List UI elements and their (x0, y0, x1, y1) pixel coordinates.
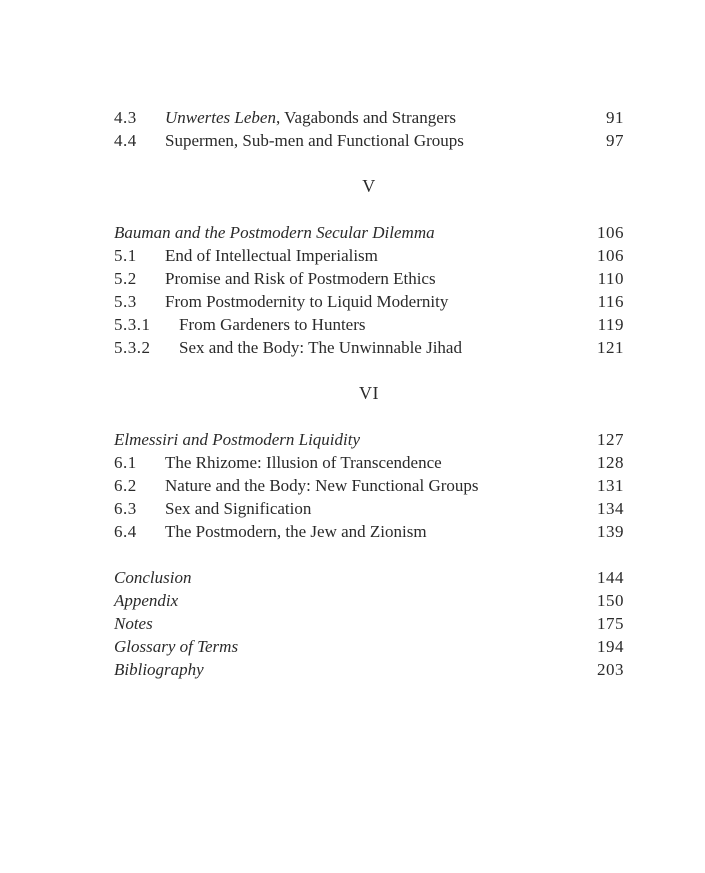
spacer (114, 405, 624, 428)
entry-page: 121 (597, 338, 624, 357)
toc-appendix (114, 589, 624, 612)
toc-entry-5-1 (114, 244, 624, 267)
entry-title: The Postmodern, the Jew and Zionism (165, 522, 427, 541)
toc-entry-6-4 (114, 520, 624, 543)
entry-title: From Postmodernity to Liquid Modernity (165, 292, 449, 311)
back-matter-title: Bibliography (114, 660, 204, 679)
entry-page: 128 (597, 453, 624, 472)
entry-number: 5.3 (114, 292, 137, 311)
toc-notes (114, 612, 624, 635)
spacer (114, 359, 624, 382)
entry-title (165, 106, 456, 129)
entry-page: 106 (597, 246, 624, 265)
entry-title: Sex and the Body: The Unwinnable Jihad (179, 338, 462, 357)
toc-entry-5-2 (114, 267, 624, 290)
entry-number: 6.4 (114, 522, 137, 541)
entry-page: 175 (597, 614, 624, 633)
intro-title: Elmessiri and Postmodern Liquidity (114, 430, 361, 449)
entry-title: From Gardeners to Hunters (179, 315, 366, 334)
entry-number: 4.4 (114, 131, 137, 150)
entry-title: Sex and Signification (165, 499, 312, 518)
toc-entry-5-3-2 (114, 336, 624, 359)
spacer (114, 152, 624, 175)
back-matter-title: Glossary of Terms (114, 637, 239, 656)
spacer (114, 543, 624, 566)
entry-title: The Rhizome: Illusion of Transcendence (165, 453, 442, 472)
entry-title-italic: Unwertes Leben (165, 108, 276, 127)
toc-entry-6-1 (114, 451, 624, 474)
back-matter-title: Appendix (114, 591, 179, 610)
toc-entry-6-2 (114, 474, 624, 497)
entry-page: 150 (597, 591, 624, 610)
toc-intro-part-v (114, 221, 624, 244)
toc-entry-6-3 (114, 497, 624, 520)
entry-page: 203 (597, 660, 624, 679)
entry-number: 5.1 (114, 246, 137, 265)
entry-page: 116 (597, 292, 624, 311)
entry-page: 119 (597, 315, 624, 334)
spacer (114, 198, 624, 221)
toc-glossary (114, 635, 624, 658)
entry-title: Supermen, Sub-men and Functional Groups (165, 131, 464, 150)
entry-page: 106 (597, 223, 624, 242)
toc-entry-5-3 (114, 290, 624, 313)
toc-conclusion (114, 566, 624, 589)
entry-number: 6.2 (114, 476, 137, 495)
entry-number: 5.2 (114, 269, 137, 288)
entry-page: 194 (597, 637, 624, 656)
entry-number: 5.3.1 (114, 315, 151, 334)
toc-entry-4-3 (114, 106, 624, 129)
entry-title-rest: , Vagabonds and Strangers (275, 108, 457, 127)
entry-number: 5.3.2 (114, 338, 151, 357)
toc-entry-5-3-1 (114, 313, 624, 336)
entry-page: 110 (597, 269, 624, 288)
entry-title: Nature and the Body: New Functional Groups (165, 476, 479, 495)
back-matter-title: Conclusion (114, 568, 192, 587)
entry-page: 139 (597, 522, 624, 541)
entry-page: 134 (597, 499, 624, 518)
entry-title: End of Intellectual Imperialism (165, 246, 378, 265)
toc-bibliography (114, 658, 624, 681)
entry-page: 144 (597, 568, 624, 587)
entry-page: 91 (606, 108, 624, 127)
entry-number: 4.3 (114, 108, 137, 127)
part-heading-v: V (362, 176, 376, 196)
part-heading-vi: VI (359, 383, 379, 403)
intro-title: Bauman and the Postmodern Secular Dilemma (114, 223, 435, 242)
entry-title: Promise and Risk of Postmodern Ethics (165, 269, 436, 288)
table-of-contents (114, 106, 624, 681)
entry-page: 127 (597, 430, 624, 449)
back-matter-title: Notes (114, 614, 153, 633)
toc-intro-part-vi (114, 428, 624, 451)
entry-page: 97 (606, 131, 624, 150)
entry-page: 131 (597, 476, 624, 495)
toc-entry-4-4 (114, 129, 624, 152)
entry-number: 6.3 (114, 499, 137, 518)
entry-number: 6.1 (114, 453, 137, 472)
